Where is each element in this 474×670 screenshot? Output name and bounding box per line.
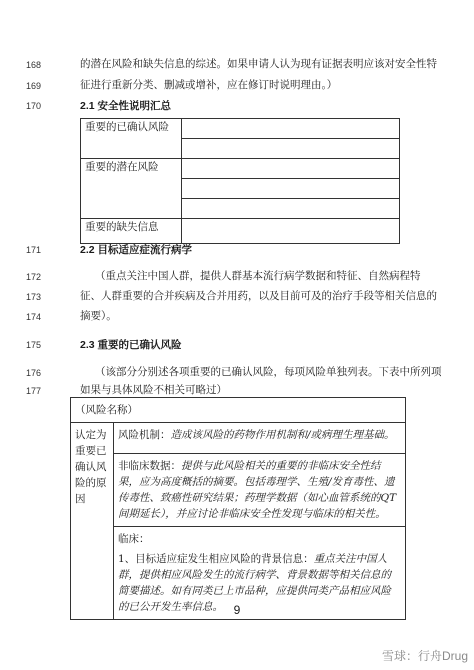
paragraph-line: （该部分分别述各项重要的已确认风险，每项风险单独列表。下表中所列项: [95, 366, 442, 378]
line-number: 177: [26, 386, 42, 396]
summary-empty-cell: [182, 219, 400, 244]
line-number: 170: [26, 101, 42, 111]
page-number: 9: [233, 603, 241, 617]
section-heading: 2.3 重要的已确认风险: [80, 339, 182, 351]
line-number: 175: [26, 340, 42, 350]
nonclinical-label: 非临床数据：: [118, 460, 181, 472]
line-number: 168: [26, 60, 42, 70]
safety-summary-table: [80, 118, 400, 244]
summary-cell-confirmed: [81, 119, 182, 159]
clinical-item-text: 重点关注中国人群，提供相应风险发生的流行病学、背景数据等相关信息的简要描述。如有同类已上市品种，应提供同类产品相应风险的已公开发生率信息。: [118, 553, 391, 613]
risk-name-label: （风险名称）: [75, 404, 138, 416]
watermark: 雪球：行舟Drug: [381, 649, 468, 663]
line-number: 173: [26, 292, 42, 302]
paragraph-line: 如果与具体风险不相关可略过）: [80, 384, 227, 396]
summary-empty-cell: [182, 139, 400, 159]
summary-empty-cell: [182, 159, 400, 179]
line-number: 176: [26, 368, 42, 378]
section-heading: 2.2 目标适应症流行病学: [80, 244, 193, 256]
mechanism-text: 造成该风险的药物作用机制和/或病理生理基础。: [170, 429, 395, 441]
cell-label: 重要的潜在风险: [85, 161, 159, 173]
mechanism-cell: [114, 423, 406, 454]
paragraph-line: 征进行重新分类、删减或增补，应在修订时说明理由。）: [80, 79, 338, 91]
section-heading: 2.1 安全性说明汇总: [80, 100, 172, 112]
summary-empty-cell: [182, 199, 400, 219]
summary-empty-cell: [182, 179, 400, 199]
reason-label-cell: [71, 423, 114, 620]
risk-name-cell: [71, 398, 406, 423]
nonclinical-text: 提供与此风险相关的重要的非临床安全性结果，应为高度概括的摘要。包括毒理学、生殖/发育毒性、遗传毒性、致癌性研究结果；药理学数据（如心血管系统的QT间期延长），并应讨论非临床安全性发现与临床的相关性。: [118, 460, 397, 520]
mechanism-label: 风险机制：: [118, 429, 171, 441]
line-number: 171: [26, 245, 42, 255]
line-number: 169: [26, 81, 42, 91]
cell-label: 重要的缺失信息: [85, 221, 159, 233]
paragraph-line: 征、人群重要的合并疾病及合并用药，以及目前可及的治疗手段等相关信息的: [80, 290, 437, 302]
summary-cell-missing: [81, 219, 182, 244]
paragraph-line: 的潜在风险和缺失信息的综述。如果申请人认为现有证据表明应该对安全性特: [80, 58, 437, 70]
line-number: 172: [26, 272, 42, 282]
clinical-item-label: 1、目标适应症发生相应风险的背景信息：: [118, 553, 314, 565]
paragraph-line: 摘要）。: [80, 310, 117, 322]
confirmed-risk-table: [70, 397, 406, 620]
clinical-label: 临床：: [118, 533, 150, 545]
cell-label: 重要的已确认风险: [85, 121, 169, 133]
line-number: 174: [26, 312, 42, 322]
summary-empty-cell: [182, 119, 400, 139]
summary-cell-potential: [81, 159, 182, 219]
paragraph-line: （重点关注中国人群，提供人群基本流行病学数据和特征、自然病程特: [95, 270, 421, 282]
nonclinical-cell: [114, 454, 406, 527]
reason-label: 认定为重要已确认风险的原因: [75, 429, 107, 505]
